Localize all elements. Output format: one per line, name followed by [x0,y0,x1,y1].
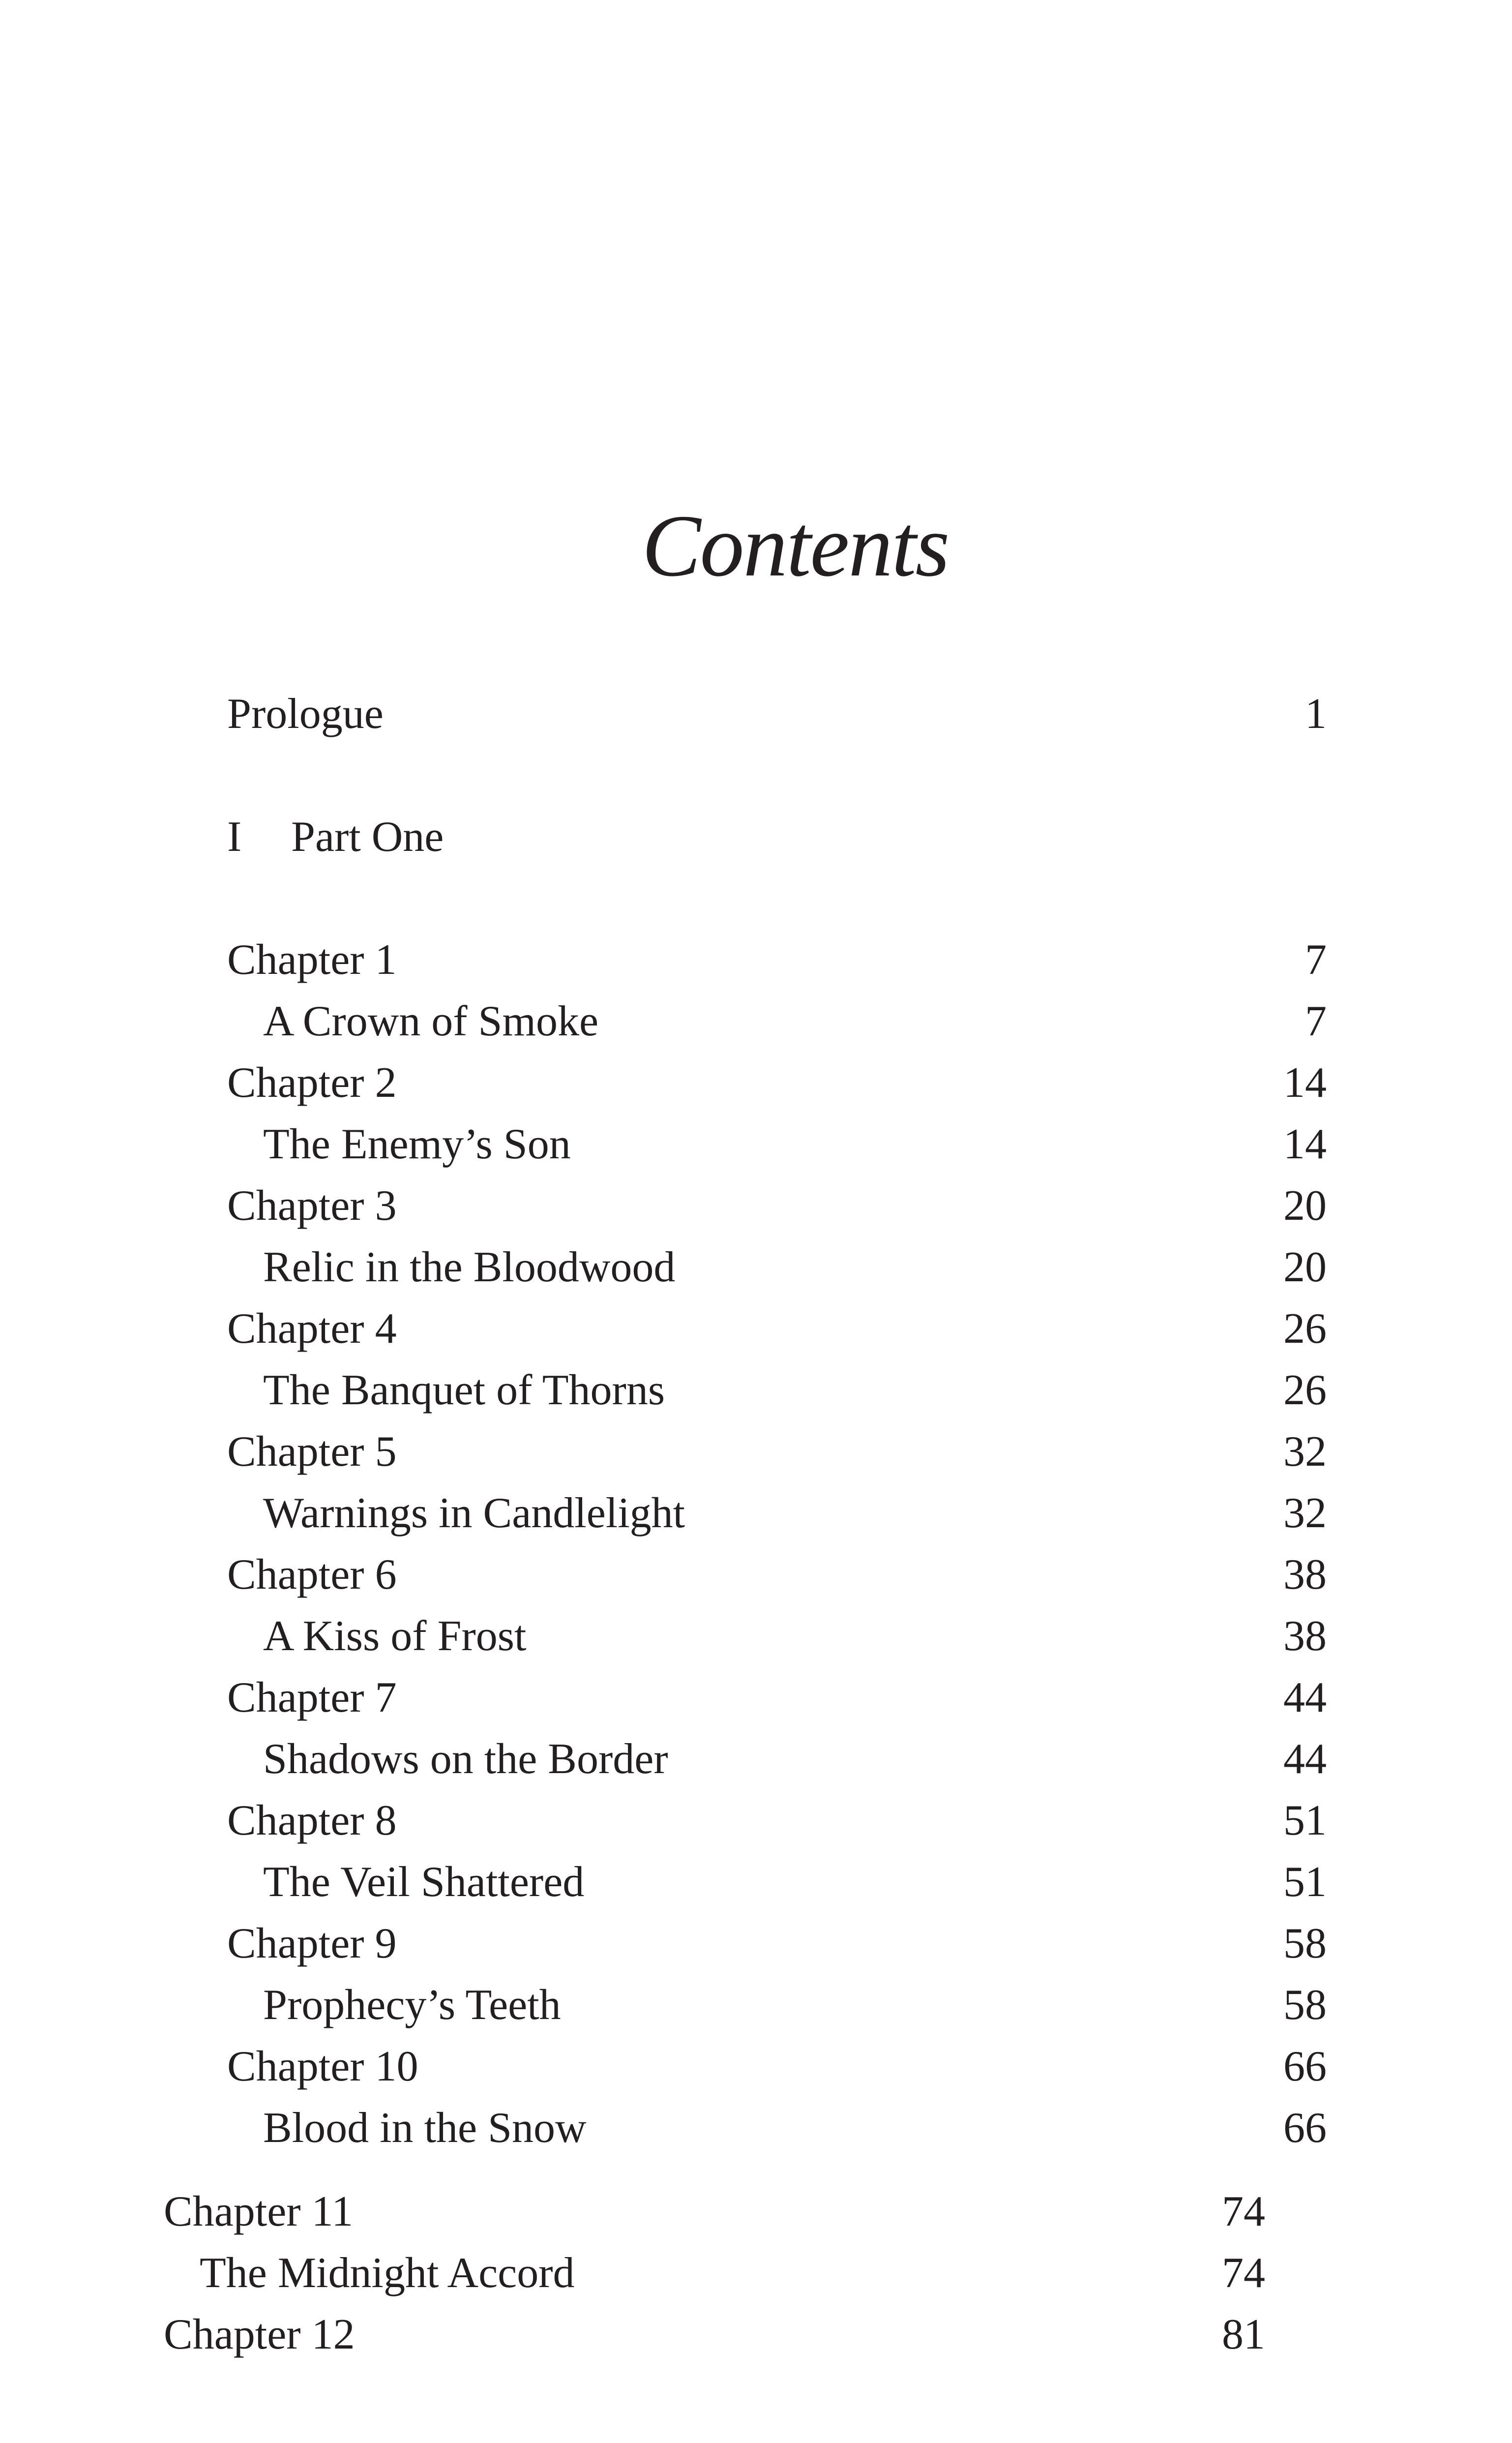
toc-entry-label: Chapter 8 [227,1797,397,1844]
toc-entry-label: Prologue [227,690,384,738]
toc-entry-subtitle[interactable] [263,1115,1327,1174]
toc-entry-page: 20 [1283,1182,1327,1230]
toc-entry-label: Warnings in Candlelight [263,1489,685,1537]
toc-entry-page: 51 [1283,1797,1327,1844]
toc-entry-label: Blood in the Snow [263,2104,587,2152]
toc-entry-page: 74 [1222,2249,1265,2297]
toc-entry-prologue[interactable] [227,685,1327,744]
toc-entry-label: The Banquet of Thorns [263,1366,665,1414]
part-number: I [227,813,242,861]
toc-part-heading[interactable] [227,808,1327,867]
toc-entry-label: Shadows on the Border [263,1735,668,1783]
toc-entry-subtitle[interactable] [263,1238,1327,1297]
toc-entry-label: Chapter 1 [227,936,397,984]
toc-entry-subtitle[interactable] [263,2099,1327,2158]
toc-entry-label: Chapter 5 [227,1428,397,1476]
toc-entry-chapter[interactable] [227,1422,1327,1481]
toc-entry-page: 20 [1283,1243,1327,1291]
toc-entry-page: 26 [1283,1366,1327,1414]
page-title: Contents [642,497,949,595]
toc-entry-chapter[interactable] [227,1054,1327,1113]
toc-entry-page: 32 [1283,1489,1327,1537]
toc-entry-page: 7 [1305,997,1327,1045]
toc-entry-subtitle[interactable] [263,992,1327,1051]
toc-entry-label: A Kiss of Frost [263,1612,527,1660]
toc-entry-chapter[interactable] [227,1299,1327,1358]
toc-entry-subtitle[interactable] [263,1976,1327,2035]
toc-entry-label: The Midnight Accord [200,2249,575,2297]
toc-entry-chapter[interactable] [227,931,1327,990]
toc-entry-label: Chapter 7 [227,1674,397,1721]
toc-entry-page: 51 [1283,1858,1327,1906]
toc-entry-page: 7 [1305,936,1327,984]
toc-entry-label: Chapter 6 [227,1551,397,1599]
toc-entry-subtitle[interactable] [263,1484,1327,1543]
toc-entry-label: A Crown of Smoke [263,997,598,1045]
toc-entry-label: Chapter 12 [164,2311,355,2358]
toc-entry-page: 44 [1283,1735,1327,1783]
toc-entry-page: 32 [1283,1428,1327,1476]
toc-entry-chapter[interactable] [227,1668,1327,1727]
toc-entry-page: 14 [1283,1059,1327,1107]
toc-entry-subtitle[interactable] [263,1853,1327,1912]
toc-entry-page: 58 [1283,1920,1327,1967]
toc-entry-label: Chapter 2 [227,1059,397,1107]
toc-entry-page: 81 [1222,2311,1265,2358]
toc-entry-label: Prophecy’s Teeth [263,1981,561,2029]
toc-entry-chapter[interactable] [164,2305,1265,2364]
toc-entry-chapter[interactable] [227,1914,1327,1973]
toc-entry-page: 74 [1222,2188,1265,2235]
toc-entry-label: Chapter 10 [227,2043,418,2090]
toc-entry-chapter[interactable] [227,1791,1327,1850]
toc-entry-chapter[interactable] [227,1545,1327,1604]
toc-entry-label: Relic in the Bloodwood [263,1243,676,1291]
toc-entry-subtitle[interactable] [263,1730,1327,1789]
toc-entry-label: Chapter 9 [227,1920,397,1967]
toc-entry-page: 14 [1283,1120,1327,1168]
toc-entry-page: 26 [1283,1305,1327,1353]
toc-entry-page: 1 [1305,690,1327,738]
toc-entry-chapter[interactable] [227,2037,1327,2096]
toc-entry-subtitle[interactable] [263,1361,1327,1420]
toc-entry-label: Chapter 3 [227,1182,397,1230]
toc-entry-page: 44 [1283,1674,1327,1721]
toc-entry-label: Chapter 4 [227,1305,397,1353]
toc-entry-subtitle[interactable] [200,2244,1265,2303]
toc-entry-subtitle[interactable] [263,1607,1327,1666]
toc-entry-page: 58 [1283,1981,1327,2029]
toc-entry-label: Chapter 11 [164,2188,354,2235]
toc-entry-chapter[interactable] [227,1176,1327,1236]
toc-entry-page: 38 [1283,1551,1327,1599]
toc-entry-label: The Veil Shattered [263,1858,585,1906]
toc-entry-label: The Enemy’s Son [263,1120,571,1168]
toc-entry-page: 38 [1283,1612,1327,1660]
part-label: Part One [291,813,444,861]
toc-entry-page: 66 [1283,2043,1327,2090]
toc-entry-page: 66 [1283,2104,1327,2152]
toc-entry-chapter[interactable] [164,2182,1265,2241]
